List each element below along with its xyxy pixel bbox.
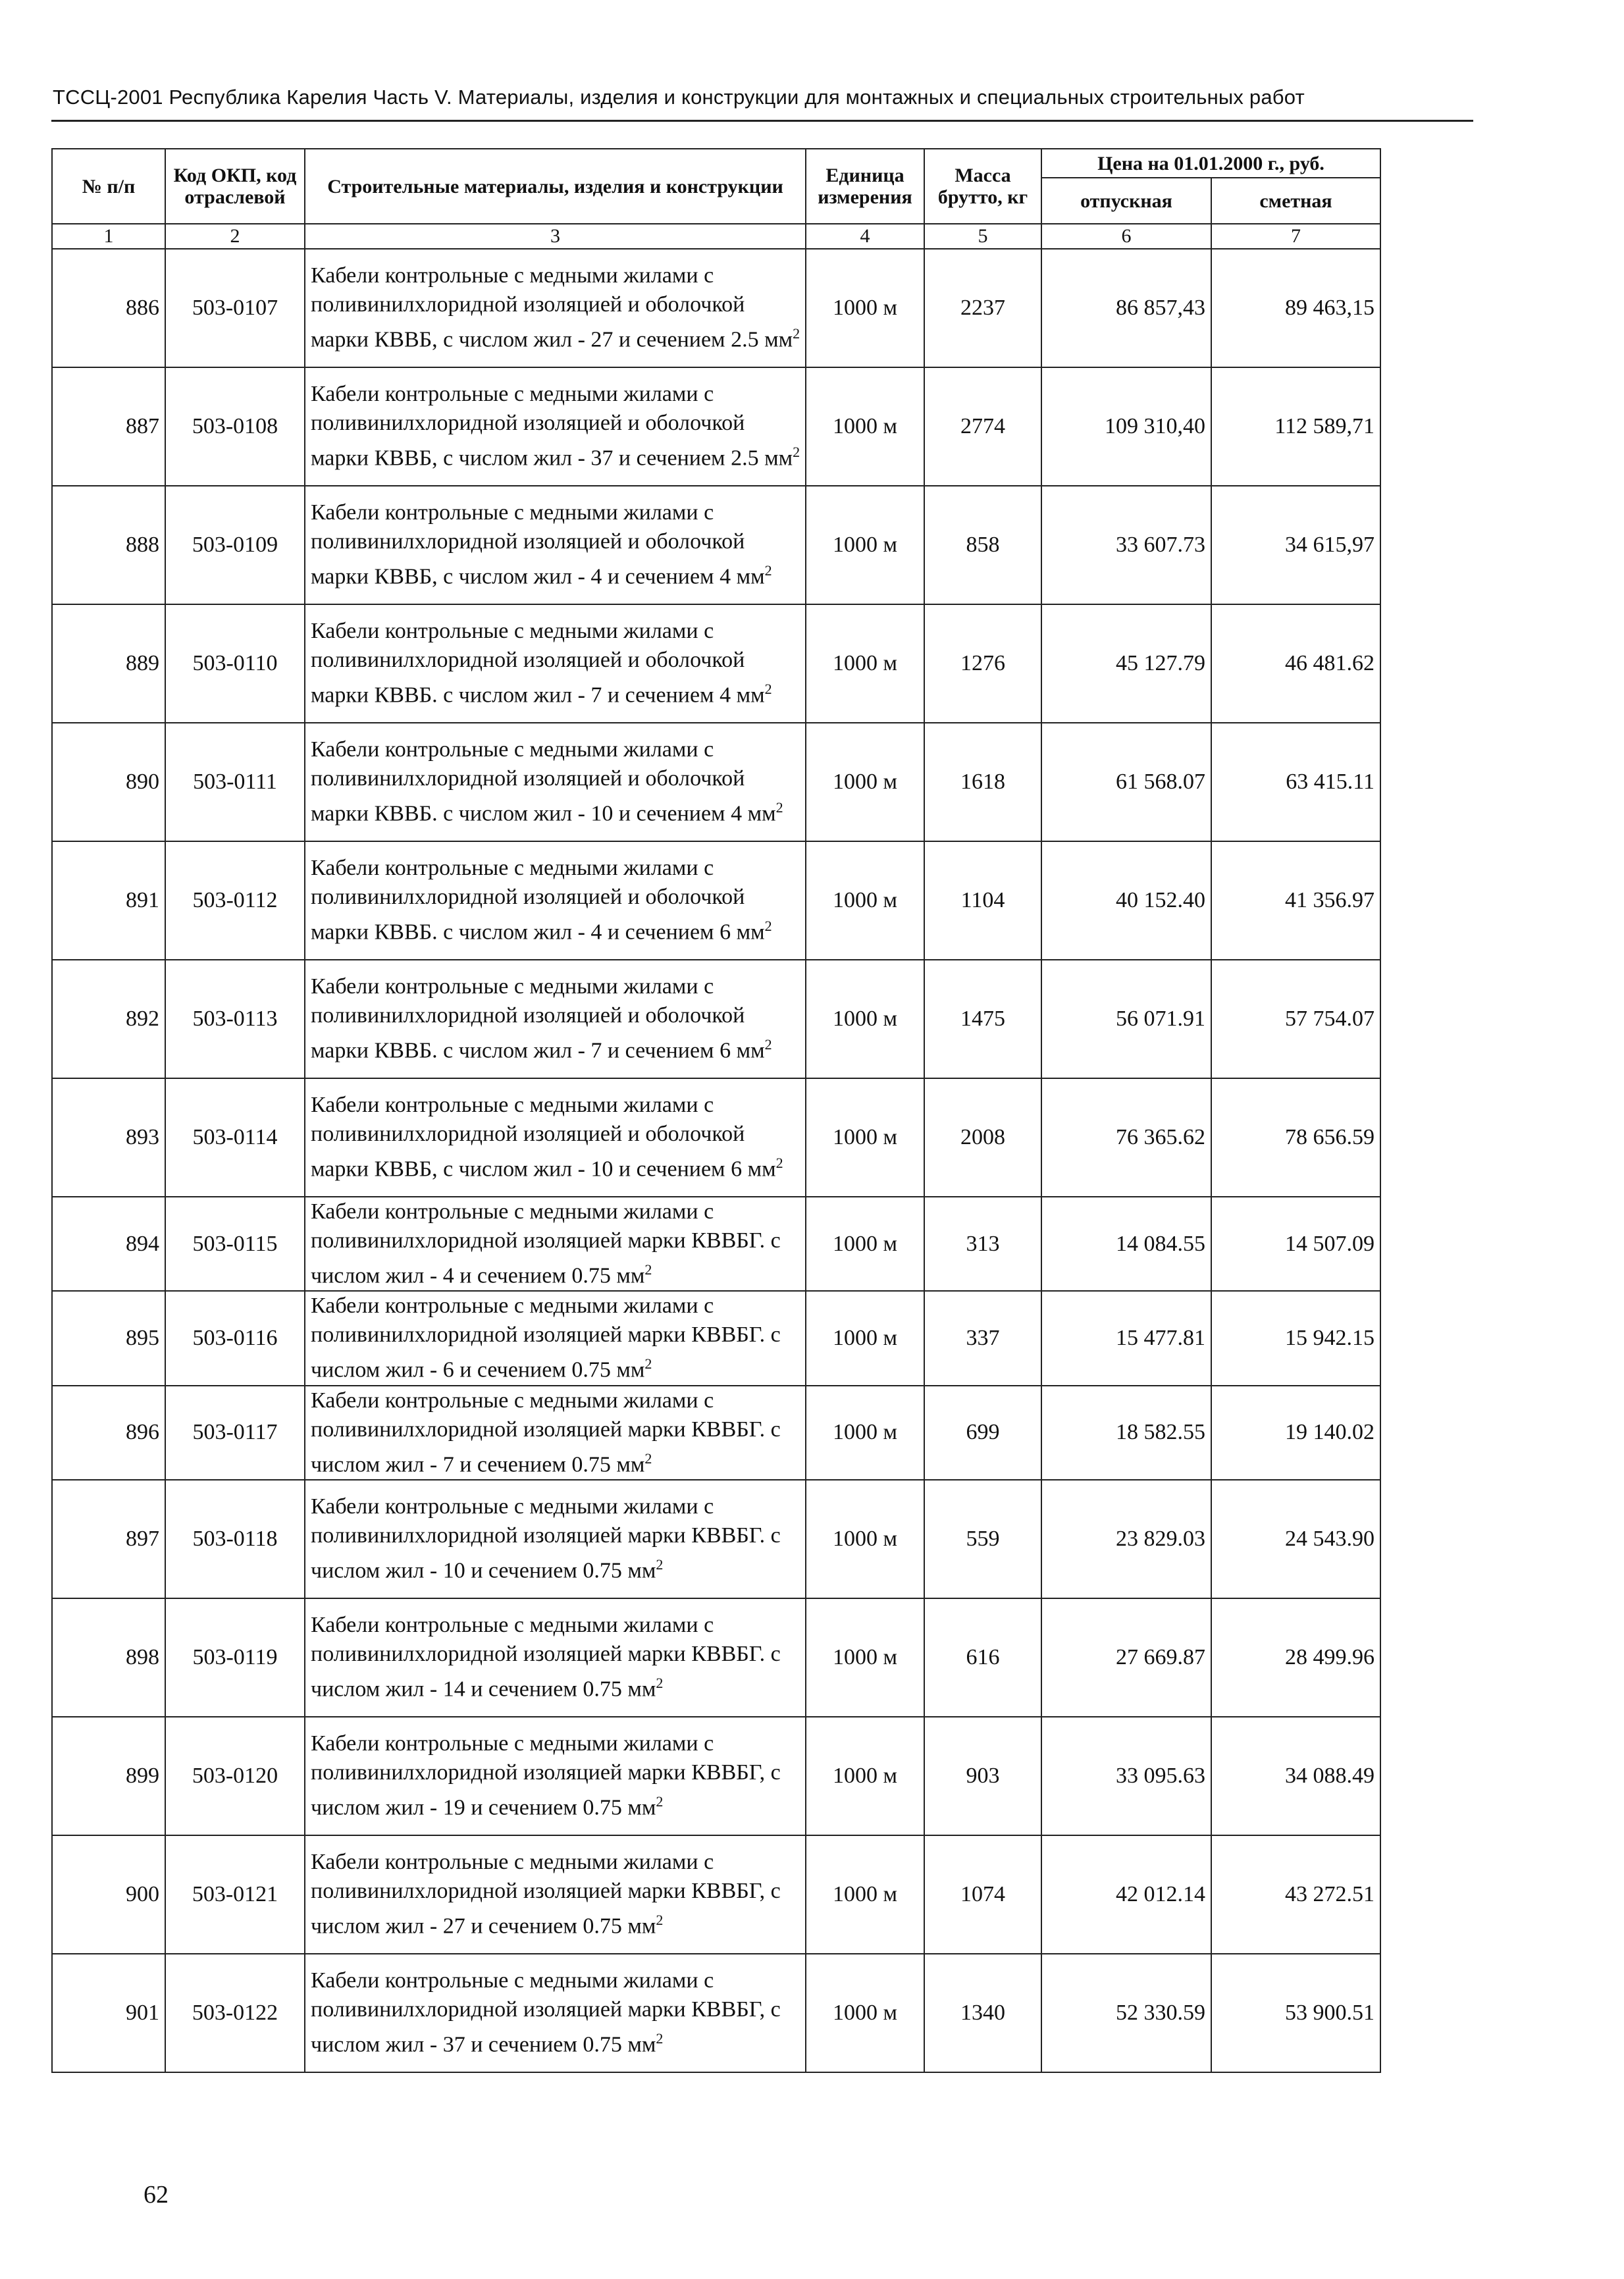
row-price-release: 33 095.63 xyxy=(1041,1717,1211,1835)
row-description xyxy=(305,841,806,960)
unit-superscript: 2 xyxy=(793,325,800,342)
row-unit: 1000 м xyxy=(806,249,924,367)
row-code: 503-0111 xyxy=(165,723,305,841)
table-row xyxy=(52,723,1380,841)
row-price-release: 61 568.07 xyxy=(1041,723,1211,841)
row-number: 896 xyxy=(52,1386,165,1480)
row-price-estimate: 53 900.51 xyxy=(1211,1954,1380,2072)
row-unit: 1000 м xyxy=(806,1717,924,1835)
row-description-text: Кабели контрольные с медными жилами с поливинилхлоридной изоляцией марки КВВБГ, с числом жил - 27 и сечением 0.75 мм xyxy=(311,1850,781,1939)
col-header-price-release: отпускная xyxy=(1041,178,1211,224)
row-price-release: 52 330.59 xyxy=(1041,1954,1211,2072)
col-header-price-estimate: сметная xyxy=(1211,178,1380,224)
row-unit: 1000 м xyxy=(806,841,924,960)
row-description xyxy=(305,1291,806,1385)
column-number-row xyxy=(52,224,1380,249)
row-description-text: Кабели контрольные с медными жилами с поливинилхлоридной изоляцией марки КВВБГ. с числом жил - 7 и сечением 0.75 мм xyxy=(311,1388,781,1477)
row-description xyxy=(305,249,806,367)
row-unit: 1000 м xyxy=(806,1197,924,1291)
row-price-estimate: 24 543.90 xyxy=(1211,1480,1380,1598)
table-row xyxy=(52,1078,1380,1197)
row-mass: 858 xyxy=(924,486,1041,604)
unit-superscript: 2 xyxy=(656,1675,664,1692)
table-body xyxy=(52,249,1380,2072)
row-unit: 1000 м xyxy=(806,723,924,841)
unit-superscript: 2 xyxy=(656,1556,664,1573)
page-number: 62 xyxy=(144,2181,169,2209)
col-header-num: № п/п xyxy=(52,149,165,224)
row-price-release: 14 084.55 xyxy=(1041,1197,1211,1291)
row-code: 503-0118 xyxy=(165,1480,305,1598)
unit-superscript: 2 xyxy=(656,2030,664,2047)
table-row xyxy=(52,960,1380,1078)
column-number: 4 xyxy=(806,224,924,249)
row-description-text: Кабели контрольные с медными жилами с поливинилхлоридной изоляцией и оболочкой марки КВВБ, с числом жил - 37 и сечением 2.5 мм xyxy=(311,382,793,471)
row-unit: 1000 м xyxy=(806,1598,924,1717)
row-code: 503-0117 xyxy=(165,1386,305,1480)
column-number: 6 xyxy=(1041,224,1211,249)
unit-superscript: 2 xyxy=(656,1912,664,1929)
row-price-estimate: 14 507.09 xyxy=(1211,1197,1380,1291)
row-price-release: 33 607.73 xyxy=(1041,486,1211,604)
table-row xyxy=(52,486,1380,604)
table-row xyxy=(52,1835,1380,1954)
unit-superscript: 2 xyxy=(656,1793,664,1810)
table-row xyxy=(52,1480,1380,1598)
row-price-estimate: 34 615,97 xyxy=(1211,486,1380,604)
row-number: 897 xyxy=(52,1480,165,1598)
table-row xyxy=(52,1197,1380,1291)
row-unit: 1000 м xyxy=(806,960,924,1078)
row-description xyxy=(305,486,806,604)
row-description xyxy=(305,960,806,1078)
price-table xyxy=(51,148,1381,2073)
row-price-estimate: 46 481.62 xyxy=(1211,604,1380,723)
row-mass: 903 xyxy=(924,1717,1041,1835)
row-price-estimate: 89 463,15 xyxy=(1211,249,1380,367)
column-number: 1 xyxy=(52,224,165,249)
row-description-text: Кабели контрольные с медными жилами с поливинилхлоридной изоляцией марки КВВБГ, с числом жил - 19 и сечением 0.75 мм xyxy=(311,1731,781,1820)
row-code: 503-0114 xyxy=(165,1078,305,1197)
row-description xyxy=(305,1480,806,1598)
row-unit: 1000 м xyxy=(806,1078,924,1197)
row-price-estimate: 15 942.15 xyxy=(1211,1291,1380,1385)
row-description xyxy=(305,1386,806,1480)
row-unit: 1000 м xyxy=(806,1835,924,1954)
row-price-release: 42 012.14 xyxy=(1041,1835,1211,1954)
row-mass: 1618 xyxy=(924,723,1041,841)
row-mass: 699 xyxy=(924,1386,1041,1480)
row-mass: 1104 xyxy=(924,841,1041,960)
table-row xyxy=(52,1954,1380,2072)
row-mass: 1475 xyxy=(924,960,1041,1078)
row-price-release: 18 582.55 xyxy=(1041,1386,1211,1480)
row-number: 891 xyxy=(52,841,165,960)
unit-superscript: 2 xyxy=(644,1355,652,1373)
row-unit: 1000 м xyxy=(806,1386,924,1480)
col-header-code: Код ОКП, код отраслевой xyxy=(165,149,305,224)
table-row xyxy=(52,604,1380,723)
row-number: 898 xyxy=(52,1598,165,1717)
row-price-release: 56 071.91 xyxy=(1041,960,1211,1078)
row-description xyxy=(305,1598,806,1717)
row-description xyxy=(305,1717,806,1835)
row-unit: 1000 м xyxy=(806,1954,924,2072)
row-number: 888 xyxy=(52,486,165,604)
unit-superscript: 2 xyxy=(764,1036,772,1053)
unit-superscript: 2 xyxy=(644,1450,652,1467)
row-description-text: Кабели контрольные с медными жилами с поливинилхлоридной изоляцией марки КВВБГ, с числом жил - 37 и сечением 0.75 мм xyxy=(311,1968,781,2057)
row-description-text: Кабели контрольные с медными жилами с поливинилхлоридной изоляцией и оболочкой марки КВВБ, с числом жил - 27 и сечением 2.5 мм xyxy=(311,263,793,352)
row-price-estimate: 57 754.07 xyxy=(1211,960,1380,1078)
row-mass: 2774 xyxy=(924,367,1041,486)
unit-superscript: 2 xyxy=(793,444,800,461)
row-code: 503-0108 xyxy=(165,367,305,486)
row-code: 503-0120 xyxy=(165,1717,305,1835)
row-price-estimate: 28 499.96 xyxy=(1211,1598,1380,1717)
table-row xyxy=(52,1717,1380,1835)
row-price-estimate: 19 140.02 xyxy=(1211,1386,1380,1480)
row-price-release: 27 669.87 xyxy=(1041,1598,1211,1717)
row-description xyxy=(305,723,806,841)
row-mass: 313 xyxy=(924,1197,1041,1291)
row-code: 503-0115 xyxy=(165,1197,305,1291)
row-description-text: Кабели контрольные с медными жилами с поливинилхлоридной изоляцией и оболочкой марки КВВБ, с числом жил - 10 и сечением 6 мм xyxy=(311,1093,776,1182)
row-price-release: 23 829.03 xyxy=(1041,1480,1211,1598)
row-description xyxy=(305,1954,806,2072)
row-description xyxy=(305,1835,806,1954)
row-code: 503-0116 xyxy=(165,1291,305,1385)
row-mass: 337 xyxy=(924,1291,1041,1385)
row-price-estimate: 41 356.97 xyxy=(1211,841,1380,960)
row-description-text: Кабели контрольные с медными жилами с поливинилхлоридной изоляцией марки КВВБГ. с числом жил - 14 и сечением 0.75 мм xyxy=(311,1613,781,1702)
row-code: 503-0113 xyxy=(165,960,305,1078)
column-number: 3 xyxy=(305,224,806,249)
row-price-release: 86 857,43 xyxy=(1041,249,1211,367)
table-row xyxy=(52,1386,1380,1480)
row-description-text: Кабели контрольные с медными жилами с поливинилхлоридной изоляцией и оболочкой марки КВВБ. с числом жил - 7 и сечением 4 мм xyxy=(311,619,765,708)
row-description-text: Кабели контрольные с медными жилами с поливинилхлоридной изоляцией марки КВВБГ. с числом жил - 4 и сечением 0.75 мм xyxy=(311,1199,781,1288)
table-row xyxy=(52,367,1380,486)
table-row xyxy=(52,1598,1380,1717)
row-price-release: 15 477.81 xyxy=(1041,1291,1211,1385)
row-mass: 1276 xyxy=(924,604,1041,723)
row-number: 890 xyxy=(52,723,165,841)
unit-superscript: 2 xyxy=(764,918,772,935)
row-number: 886 xyxy=(52,249,165,367)
row-number: 887 xyxy=(52,367,165,486)
row-code: 503-0109 xyxy=(165,486,305,604)
row-description xyxy=(305,1197,806,1291)
row-code: 503-0121 xyxy=(165,1835,305,1954)
unit-superscript: 2 xyxy=(775,1155,783,1172)
col-header-name: Строительные материалы, изделия и конструкции xyxy=(305,149,806,224)
row-description xyxy=(305,1078,806,1197)
row-unit: 1000 м xyxy=(806,1291,924,1385)
row-unit: 1000 м xyxy=(806,486,924,604)
column-number: 7 xyxy=(1211,224,1380,249)
table-row xyxy=(52,249,1380,367)
row-unit: 1000 м xyxy=(806,1480,924,1598)
row-number: 894 xyxy=(52,1197,165,1291)
row-mass: 2008 xyxy=(924,1078,1041,1197)
unit-superscript: 2 xyxy=(644,1261,652,1278)
row-price-estimate: 78 656.59 xyxy=(1211,1078,1380,1197)
unit-superscript: 2 xyxy=(775,799,783,816)
row-price-estimate: 43 272.51 xyxy=(1211,1835,1380,1954)
row-mass: 1340 xyxy=(924,1954,1041,2072)
header-divider xyxy=(51,120,1473,122)
row-description-text: Кабели контрольные с медными жилами с поливинилхлоридной изоляцией и оболочкой марки КВВБ. с числом жил - 10 и сечением 4 мм xyxy=(311,737,776,826)
column-number: 2 xyxy=(165,224,305,249)
table-row xyxy=(52,841,1380,960)
unit-superscript: 2 xyxy=(764,562,772,579)
row-price-release: 109 310,40 xyxy=(1041,367,1211,486)
row-number: 901 xyxy=(52,1954,165,2072)
row-price-estimate: 112 589,71 xyxy=(1211,367,1380,486)
row-mass: 2237 xyxy=(924,249,1041,367)
table-row xyxy=(52,1291,1380,1385)
row-description-text: Кабели контрольные с медными жилами с поливинилхлоридной изоляцией и оболочкой марки КВВБ, с числом жил - 4 и сечением 4 мм xyxy=(311,500,765,589)
col-header-unit: Единица измерения xyxy=(806,149,924,224)
row-number: 889 xyxy=(52,604,165,723)
row-mass: 559 xyxy=(924,1480,1041,1598)
unit-superscript: 2 xyxy=(764,681,772,698)
column-number: 5 xyxy=(924,224,1041,249)
row-number: 892 xyxy=(52,960,165,1078)
row-code: 503-0122 xyxy=(165,1954,305,2072)
row-mass: 616 xyxy=(924,1598,1041,1717)
row-description-text: Кабели контрольные с медными жилами с поливинилхлоридной изоляцией марки КВВБГ. с числом жил - 6 и сечением 0.75 мм xyxy=(311,1294,781,1382)
row-description xyxy=(305,604,806,723)
row-number: 895 xyxy=(52,1291,165,1385)
row-description-text: Кабели контрольные с медными жилами с поливинилхлоридной изоляцией и оболочкой марки КВВБ. с числом жил - 7 и сечением 6 мм xyxy=(311,974,765,1063)
row-code: 503-0110 xyxy=(165,604,305,723)
row-price-release: 76 365.62 xyxy=(1041,1078,1211,1197)
row-price-release: 40 152.40 xyxy=(1041,841,1211,960)
row-code: 503-0119 xyxy=(165,1598,305,1717)
row-unit: 1000 м xyxy=(806,604,924,723)
row-mass: 1074 xyxy=(924,1835,1041,1954)
row-unit: 1000 м xyxy=(806,367,924,486)
row-price-estimate: 34 088.49 xyxy=(1211,1717,1380,1835)
row-code: 503-0107 xyxy=(165,249,305,367)
row-price-estimate: 63 415.11 xyxy=(1211,723,1380,841)
row-price-release: 45 127.79 xyxy=(1041,604,1211,723)
row-description xyxy=(305,367,806,486)
row-code: 503-0112 xyxy=(165,841,305,960)
col-header-price-group: Цена на 01.01.2000 г., руб. xyxy=(1041,149,1380,178)
row-number: 893 xyxy=(52,1078,165,1197)
page-header: ТССЦ-2001 Республика Карелия Часть V. Материалы, изделия и конструкции для монтажных и специальных строительных работ xyxy=(53,86,1305,109)
row-description-text: Кабели контрольные с медными жилами с поливинилхлоридной изоляцией марки КВВБГ. с числом жил - 10 и сечением 0.75 мм xyxy=(311,1494,781,1583)
row-number: 900 xyxy=(52,1835,165,1954)
row-description-text: Кабели контрольные с медными жилами с поливинилхлоридной изоляцией и оболочкой марки КВВБ. с числом жил - 4 и сечением 6 мм xyxy=(311,856,765,945)
row-number: 899 xyxy=(52,1717,165,1835)
col-header-mass: Масса брутто, кг xyxy=(924,149,1041,224)
